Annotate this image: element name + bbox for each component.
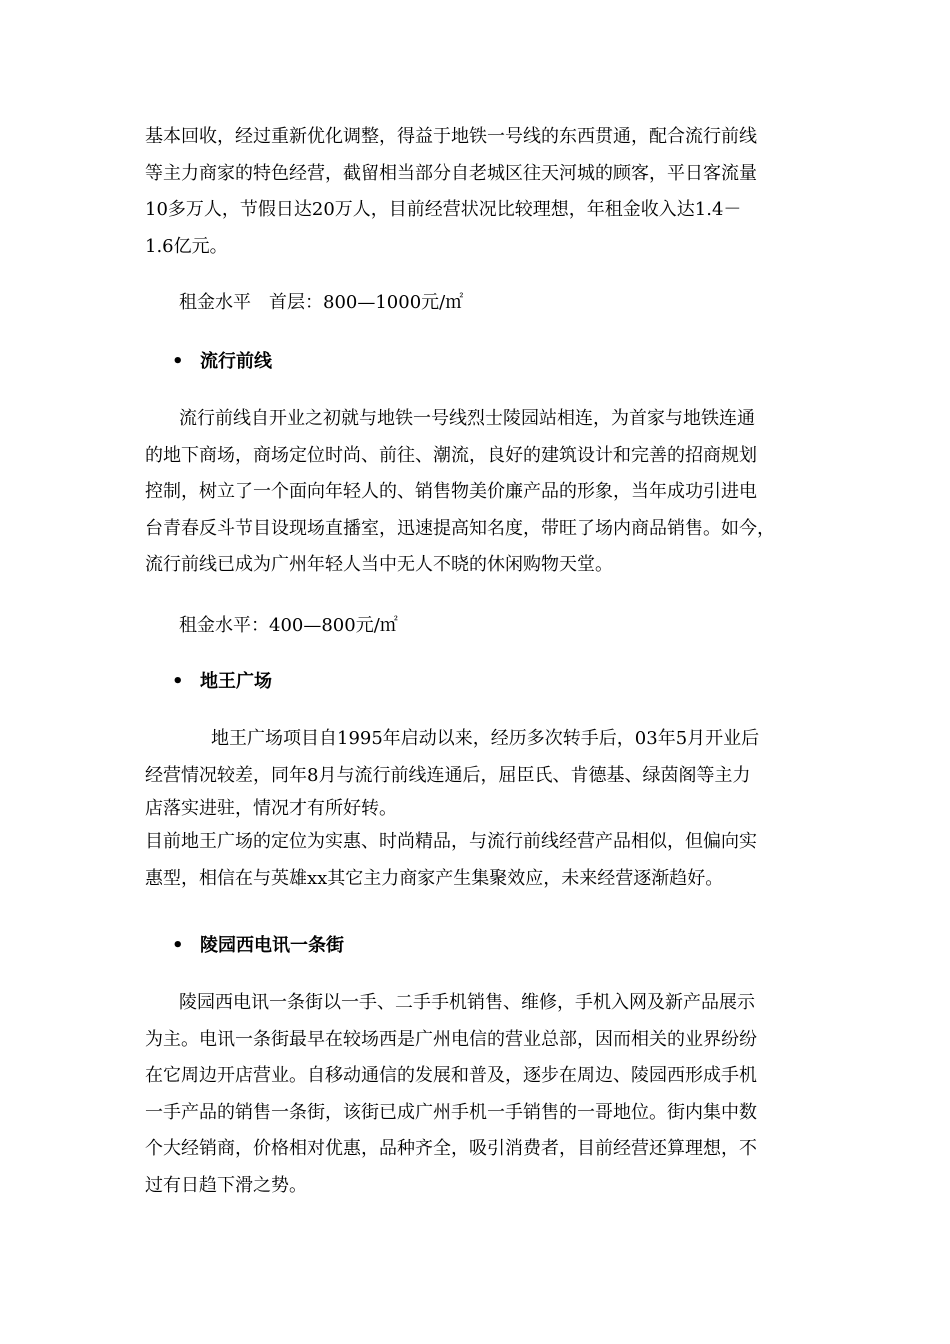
text-line: 店落实进驻，情况才有所好转。: [145, 798, 397, 819]
section-heading-liuxing: [172, 350, 272, 374]
text-line: 10多万人，节假日达20万人，目前经营状况比较理想，年租金收入达1.4－: [145, 199, 742, 220]
section-heading-diwang: [172, 670, 272, 694]
text-line: 陵园西电讯一条街以一手、二手手机销售、维修，手机入网及新产品展示: [179, 992, 755, 1013]
text-line: 经营情况较差，同年8月与流行前线连通后，屈臣氏、肯德基、绿茵阁等主力: [145, 764, 751, 786]
text-line: 的地下商场，商场定位时尚、前往、潮流，良好的建筑设计和完善的招商规划: [145, 444, 757, 466]
text-line: 个大经销商，价格相对优惠，品种齐全，吸引消费者，目前经营还算理想，不: [145, 1138, 757, 1159]
text-line: 地王广场项目自1995年启动以来，经历多次转手后，03年5月开业后: [211, 728, 760, 749]
section-3-paragraph: [145, 985, 805, 1204]
text-line: 等主力商家的特色经营，截留相当部分自老城区往天河城的顾客，平日客流量: [145, 162, 757, 184]
rent-level-2: 租金水平：400—800元/㎡: [179, 615, 398, 636]
text-line: 1.6亿元。: [145, 235, 228, 257]
bullet-icon: •: [172, 351, 184, 372]
text-line: 为主。电讯一条街最早在较场西是广州电信的营业总部，因而相关的业界纷纷: [145, 1028, 757, 1050]
section-title: 流行前线: [200, 351, 272, 372]
text-line: 流行前线已成为广州年轻人当中无人不晓的休闲购物天堂。: [145, 554, 613, 575]
section-title: 陵园西电讯一条街: [200, 935, 344, 956]
text-line: 控制，树立了一个面向年轻人的、销售物美价廉产品的形象，当年成功引进电: [145, 481, 757, 502]
rent-level-1: 租金水平 首层：800—1000元/㎡: [179, 292, 464, 313]
bullet-icon: •: [172, 671, 184, 692]
text-line: 在它周边开店营业。自移动通信的发展和普及，逐步在周边、陵园西形成手机: [145, 1065, 757, 1086]
intro-paragraph: [145, 119, 805, 265]
text-line: 过有日趋下滑之势。: [145, 1174, 307, 1196]
text-line: 流行前线自开业之初就与地铁一号线烈士陵园站相连，为首家与地铁连通: [179, 408, 755, 429]
section-2-paragraph: [145, 721, 805, 897]
text-line: 一手产品的销售一条街，该街已成广州手机一手销售的一哥地位。街内集中数: [145, 1101, 757, 1123]
section-heading-lingyuanxi: [172, 934, 344, 958]
text-line: 目前地王广场的定位为实惠、时尚精品，与流行前线经营产品相似，但偏向实: [145, 831, 757, 852]
bullet-icon: •: [172, 935, 184, 956]
text-line: 基本回收，经过重新优化调整，得益于地铁一号线的东西贯通，配合流行前线: [145, 126, 757, 147]
section-1-paragraph: [145, 401, 805, 584]
section-title: 地王广场: [200, 671, 272, 692]
text-line: 台青春反斗节目设现场直播室，迅速提高知名度，带旺了场内商品销售。如今，: [145, 517, 775, 539]
text-line: 惠型，相信在与英雄xx其它主力商家产生集聚效应，未来经营逐渐趋好。: [145, 867, 724, 889]
